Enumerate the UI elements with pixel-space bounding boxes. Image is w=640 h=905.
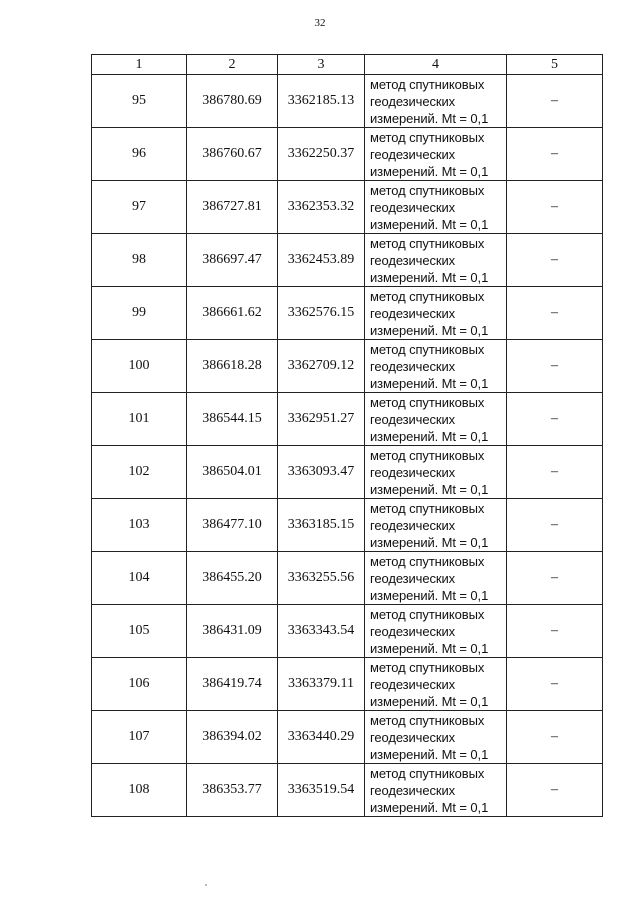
note-cell: – [507,711,603,764]
x-coordinate-cell: 386455.20 [187,552,278,605]
note-cell: – [507,181,603,234]
scan-speck [205,884,207,886]
method-line: измерений. Mt = 0,1 [370,216,489,232]
method-cell [365,128,507,181]
x-coordinate-cell: 386727.81 [187,181,278,234]
method-line: измерений. Mt = 0,1 [370,110,489,126]
method-line: метод спутниковых [370,659,485,675]
header-col-2: 2 [187,55,278,75]
x-coordinate-cell: 386661.62 [187,287,278,340]
method-line: геодезических [370,464,456,480]
y-coordinate-cell: 3362951.27 [278,393,365,446]
method-line: измерений. Mt = 0,1 [370,587,489,603]
method-line: метод спутниковых [370,129,485,145]
method-cell [365,499,507,552]
header-col-4: 4 [365,55,507,75]
x-coordinate-cell: 386618.28 [187,340,278,393]
method-line: измерений. Mt = 0,1 [370,375,489,391]
table-row [92,393,603,446]
method-cell [365,446,507,499]
method-cell [365,181,507,234]
method-cell [365,234,507,287]
note-cell: – [507,764,603,817]
method-cell [365,340,507,393]
x-coordinate-cell: 386697.47 [187,234,278,287]
table-row [92,181,603,234]
method-cell [365,711,507,764]
method-line: измерений. Mt = 0,1 [370,481,489,497]
x-coordinate-cell: 386780.69 [187,75,278,128]
table-row [92,764,603,817]
x-coordinate-cell: 386353.77 [187,764,278,817]
table-row [92,446,603,499]
point-number-cell: 107 [92,711,187,764]
y-coordinate-cell: 3362185.13 [278,75,365,128]
y-coordinate-cell: 3363255.56 [278,552,365,605]
y-coordinate-cell: 3363440.29 [278,711,365,764]
method-cell [365,393,507,446]
point-number-cell: 104 [92,552,187,605]
y-coordinate-cell: 3362250.37 [278,128,365,181]
note-cell: – [507,234,603,287]
method-line: геодезических [370,623,456,639]
point-number-cell: 100 [92,340,187,393]
note-cell: – [507,287,603,340]
point-number-cell: 95 [92,75,187,128]
note-cell: – [507,499,603,552]
method-line: измерений. Mt = 0,1 [370,746,489,762]
method-line: измерений. Mt = 0,1 [370,163,489,179]
header-col-1: 1 [92,55,187,75]
table-row [92,340,603,393]
y-coordinate-cell: 3363519.54 [278,764,365,817]
method-line: измерений. Mt = 0,1 [370,428,489,444]
y-coordinate-cell: 3362576.15 [278,287,365,340]
note-cell: – [507,446,603,499]
table-row [92,552,603,605]
method-line: геодезических [370,199,456,215]
method-line: геодезических [370,358,456,374]
method-line: метод спутниковых [370,341,485,357]
note-cell: – [507,340,603,393]
point-number-cell: 108 [92,764,187,817]
table-row [92,128,603,181]
header-col-5: 5 [507,55,603,75]
method-line: метод спутниковых [370,500,485,516]
method-line: геодезических [370,146,456,162]
method-line: геодезических [370,570,456,586]
method-line: геодезических [370,305,456,321]
point-number-cell: 103 [92,499,187,552]
y-coordinate-cell: 3362453.89 [278,234,365,287]
x-coordinate-cell: 386504.01 [187,446,278,499]
y-coordinate-cell: 3362709.12 [278,340,365,393]
method-line: измерений. Mt = 0,1 [370,534,489,550]
table-row [92,711,603,764]
method-line: метод спутниковых [370,712,485,728]
method-line: измерений. Mt = 0,1 [370,799,489,815]
note-cell: – [507,75,603,128]
note-cell: – [507,393,603,446]
table-row [92,658,603,711]
point-number-cell: 99 [92,287,187,340]
point-number-cell: 106 [92,658,187,711]
method-line: метод спутниковых [370,765,485,781]
header-row [92,55,603,75]
method-cell [365,658,507,711]
table-row [92,287,603,340]
method-line: геодезических [370,93,456,109]
method-line: измерений. Mt = 0,1 [370,322,489,338]
x-coordinate-cell: 386477.10 [187,499,278,552]
method-line: метод спутниковых [370,447,485,463]
y-coordinate-cell: 3363379.11 [278,658,365,711]
method-cell [365,764,507,817]
table-row [92,605,603,658]
table-row [92,75,603,128]
method-line: геодезических [370,676,456,692]
x-coordinate-cell: 386431.09 [187,605,278,658]
y-coordinate-cell: 3363343.54 [278,605,365,658]
point-number-cell: 98 [92,234,187,287]
header-col-3: 3 [278,55,365,75]
table-row [92,499,603,552]
method-cell [365,605,507,658]
point-number-cell: 96 [92,128,187,181]
y-coordinate-cell: 3362353.32 [278,181,365,234]
table-row [92,234,603,287]
table-header [92,55,603,75]
method-cell [365,75,507,128]
x-coordinate-cell: 386419.74 [187,658,278,711]
method-line: геодезических [370,517,456,533]
method-line: метод спутниковых [370,394,485,410]
point-number-cell: 105 [92,605,187,658]
method-cell [365,287,507,340]
note-cell: – [507,605,603,658]
method-line: метод спутниковых [370,288,485,304]
point-number-cell: 102 [92,446,187,499]
method-line: метод спутниковых [370,606,485,622]
x-coordinate-cell: 386544.15 [187,393,278,446]
method-line: метод спутниковых [370,235,485,251]
method-line: измерений. Mt = 0,1 [370,640,489,656]
note-cell: – [507,658,603,711]
point-number-cell: 101 [92,393,187,446]
x-coordinate-cell: 386394.02 [187,711,278,764]
method-line: геодезических [370,729,456,745]
note-cell: – [507,128,603,181]
point-number-cell: 97 [92,181,187,234]
method-line: измерений. Mt = 0,1 [370,269,489,285]
y-coordinate-cell: 3363185.15 [278,499,365,552]
method-cell [365,552,507,605]
method-line: геодезических [370,411,456,427]
table-body [92,75,603,817]
method-line: метод спутниковых [370,182,485,198]
method-line: измерений. Mt = 0,1 [370,693,489,709]
method-line: метод спутниковых [370,553,485,569]
note-cell: – [507,552,603,605]
method-line: метод спутниковых [370,76,485,92]
method-line: геодезических [370,252,456,268]
page-number: 32 [314,17,326,29]
y-coordinate-cell: 3363093.47 [278,446,365,499]
method-line: геодезических [370,782,456,798]
coordinates-table [91,54,603,817]
x-coordinate-cell: 386760.67 [187,128,278,181]
